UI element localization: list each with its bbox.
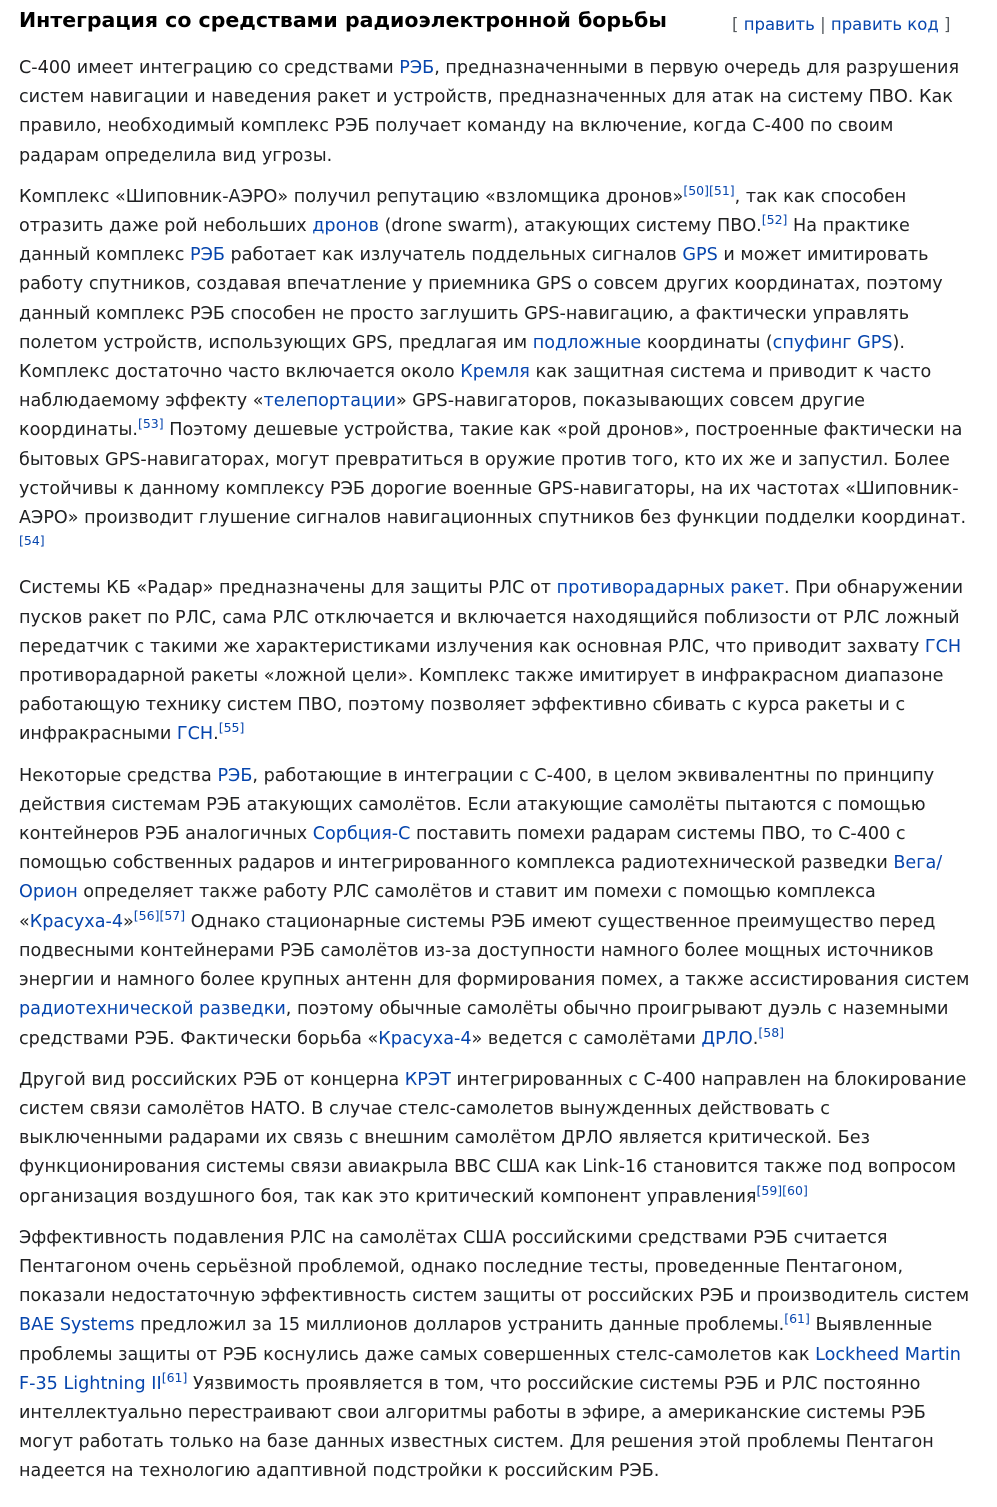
wiki-link[interactable]: РЭБ: [399, 58, 435, 78]
paragraph-text: , работающие в интеграции с С-400, в целом эквивалентны по принципу действия системам РЭБ атакующих самолётов. Если атакующие самолёты пытаются с помощью контейнеров РЭБ аналогичных: [19, 765, 935, 845]
reference-sup: [782, 1183, 808, 1198]
paragraph-text: , поэтому обычные самолёты обычно проигрывают дуэль с наземными средствами РЭБ. Фактически борьба «: [19, 999, 949, 1049]
wiki-link[interactable]: КРЭТ: [404, 1069, 451, 1090]
wiki-link[interactable]: противорадарных ракет: [556, 578, 784, 599]
paragraph-text: определяет также работу РЛС самолётов и ставит им помехи с помощью комплекса «: [19, 882, 876, 932]
citation-link[interactable]: [52]: [761, 212, 788, 228]
wiki-link[interactable]: Вега/Орион: [19, 853, 943, 903]
paragraphs: [19, 54, 971, 1487]
citation-link[interactable]: [60]: [782, 1182, 808, 1198]
edit-link[interactable]: править: [743, 15, 815, 34]
wiki-link[interactable]: Сорбция-С: [312, 824, 411, 845]
edit-bracket-open: [: [732, 15, 744, 34]
wiki-link[interactable]: Красуха-4: [378, 1028, 472, 1049]
wiki-link[interactable]: РЭБ: [190, 245, 225, 266]
wiki-link[interactable]: дронов: [312, 216, 379, 237]
paragraph-text: предложил за 15 миллионов долларов устранить данные проблемы.: [134, 1315, 785, 1336]
citation-link[interactable]: [54]: [19, 533, 45, 549]
citation-link[interactable]: [61]: [161, 1369, 188, 1385]
wiki-link[interactable]: Lockheed Martin F-35 Lightning II: [19, 1344, 961, 1394]
paragraph-text: » ведется с самолётами: [471, 1028, 702, 1049]
paragraph-text: (drone swarm), атакующих систему ПВО.: [378, 216, 762, 237]
reference-sup: [758, 1025, 784, 1040]
paragraph-text: .: [213, 724, 219, 745]
citation-link[interactable]: [59]: [756, 1182, 783, 1198]
reference-sup: [784, 1311, 810, 1326]
paragraph-text: На практике данный комплекс: [19, 216, 910, 266]
citation-link[interactable]: [57]: [159, 907, 186, 923]
paragraph-text: » GPS-навигаторов, показывающих совсем другие координаты.: [19, 391, 865, 441]
citation-link[interactable]: [55]: [218, 720, 245, 736]
paragraph: [19, 574, 971, 749]
paragraph-text: Однако стационарные системы РЭБ имеют существенное преимущество перед подвесными контейнерами РЭБ самолётов из-за доступности намного более мощных источников энергии и намного более крупных антенн для формирования помех, а также ассистирования систем: [19, 911, 970, 991]
section-title: Интеграция со средствами радиоэлектронной борьбы: [19, 8, 667, 32]
wiki-link[interactable]: GPS: [682, 245, 718, 266]
paragraph-text: Комплекс «Шиповник-АЭРО» получил репутацию «взломщика дронов»: [19, 186, 684, 207]
wiki-link[interactable]: Кремля: [460, 362, 530, 383]
wiki-link[interactable]: ГСН: [176, 724, 214, 745]
paragraph: [19, 54, 971, 171]
paragraph: [19, 762, 971, 1054]
reference-sup: [19, 533, 45, 548]
paragraph-text: Уязвимость проявляется в том, что российские системы РЭБ и РЛС постоянно интеллектуально перестраивают свои алгоритмы работы в эфире, а американские системы РЭБ могут работать только на базе данных известных систем. Для решения этой проблемы Пентагон надеется на технологию адаптивной подстройки к российским РЭБ.: [19, 1373, 934, 1482]
paragraph-text: Другой вид российских РЭБ от концерна: [19, 1069, 405, 1090]
reference-sup: [162, 1370, 188, 1385]
paragraph-text: Выявленные проблемы защиты от РЭБ коснулись даже самых совершенных стелс-самолетов как: [19, 1315, 933, 1365]
paragraph: [19, 1066, 971, 1212]
reference-sup: [219, 721, 245, 736]
paragraph-text: поставить помехи радарам системы ПВО, то С-400 с помощью собственных радаров и интегрированного комплекса радиотехнической разведки: [19, 824, 906, 874]
citation-link[interactable]: [58]: [758, 1024, 785, 1040]
wiki-link[interactable]: спуфинг GPS: [772, 332, 893, 353]
reference-sup: [709, 183, 735, 198]
paragraph: [19, 1224, 971, 1487]
paragraph-text: Эффективность подавления РЛС на самолётах США российскими средствами РЭБ считается Пентагоном очень серьёзной проблемой, однако последние тесты, проведенные Пентагоном, показали недостаточную эффективность систем защиты от российских РЭБ и производитель систем: [19, 1227, 970, 1307]
paragraph-text: и может имитировать работу спутников, создавая впечатление у приемника GPS о совсем других координатах, поэтому данный комплекс РЭБ способен не просто заглушить GPS-навигацию, а фактически управлять полетом устройств, использующих GPS, предлагая им: [19, 245, 943, 353]
wiki-link[interactable]: ГСН: [924, 636, 962, 657]
paragraph-text: противорадарной ракеты «ложной цели». Комплекс также имитирует в инфракрасном диапазоне работающую технику систем ПВО, поэтому позволяет эффективно сбивать с курса ракеты и с инфракрасными: [19, 666, 944, 745]
paragraph-text: »: [123, 911, 134, 932]
section-edit-links: [732, 15, 950, 34]
wiki-link[interactable]: радиотехнической разведки: [19, 999, 286, 1020]
reference-sup: [757, 1183, 783, 1198]
section-header: [19, 0, 971, 54]
citation-link[interactable]: [50]: [683, 182, 709, 198]
paragraph-text: , предназначенными в первую очередь для разрушения систем навигации и наведения ракет и устройств, предназначенных для атак на систему ПВО. Как правило, необходимый комплекс РЭБ получает команду на включение, когда С-400 по своим радарам определила вид угрозы.: [19, 58, 960, 166]
paragraph-text: как защитная система и приводит к часто наблюдаемому эффекту «: [19, 362, 932, 412]
wiki-link[interactable]: РЭБ: [217, 765, 253, 786]
paragraph-text: Некоторые средства: [19, 765, 218, 786]
reference-sup: [134, 908, 160, 923]
paragraph-text: , так как способен отразить даже рой небольших: [19, 186, 907, 237]
paragraph-text: Системы КБ «Радар» предназначены для защиты РЛС от: [19, 578, 557, 599]
paragraph-text: . При обнаружении пусков ракет по РЛС, сама РЛС отключается и включается находящийся поблизости от РЛС ложный передатчик с такими же характеристиками излучения как основная РЛС, что приводит захвату: [19, 578, 964, 657]
reference-sup: [138, 417, 164, 432]
wiki-link[interactable]: телепортации: [263, 391, 396, 412]
reference-sup: [159, 908, 185, 923]
wiki-link[interactable]: подложные: [532, 332, 642, 353]
citation-link[interactable]: [51]: [708, 182, 735, 198]
paragraph-text: работает как излучатель поддельных сигналов: [224, 245, 683, 266]
edit-bracket-close: ]: [938, 15, 951, 34]
wiki-link[interactable]: BAE Systems: [19, 1315, 135, 1336]
paragraph-text: Поэтому дешевые устройства, такие как «рой дронов», построенные фактически на бытовых GPS-навигаторах, могут превратиться в оружие против того, кто их же и запустил. Более устойчивы к данному комплексу РЭБ дорогие военные GPS-навигаторы, на их частотах «Шиповник-АЭРО» производит глушение сигналов навигационных спутников без функции подделки координат.: [19, 420, 967, 529]
edit-source-link[interactable]: править код: [830, 15, 939, 34]
reference-sup: [683, 183, 709, 198]
paragraph-text: С-400 имеет интеграцию со средствами: [19, 58, 400, 78]
citation-link[interactable]: [61]: [784, 1311, 810, 1327]
wiki-link[interactable]: ДРЛО: [701, 1028, 753, 1049]
paragraph-text: ). Комплекс достаточно часто включается около: [19, 332, 905, 383]
paragraph-text: координаты (: [641, 332, 773, 353]
edit-separator: |: [814, 15, 831, 34]
citation-link[interactable]: [53]: [137, 416, 164, 432]
citation-link[interactable]: [56]: [133, 907, 160, 923]
reference-sup: [762, 212, 788, 227]
paragraph-text: интегрированных с С-400 направлен на блокирование систем связи самолётов НАТО. В случае стелс-самолетов вынужденных действовать с выключенными радарами их связь с внешним самолётом ДРЛО является критической. Без функционирования системы связи авиакрыла ВВС США как Link-16 становится также под вопросом организация воздушного боя, так как это критический компонент управления: [19, 1069, 967, 1207]
paragraph: [19, 183, 971, 563]
wiki-link[interactable]: Красуха-4: [29, 911, 124, 932]
paragraph-text: .: [752, 1028, 759, 1049]
